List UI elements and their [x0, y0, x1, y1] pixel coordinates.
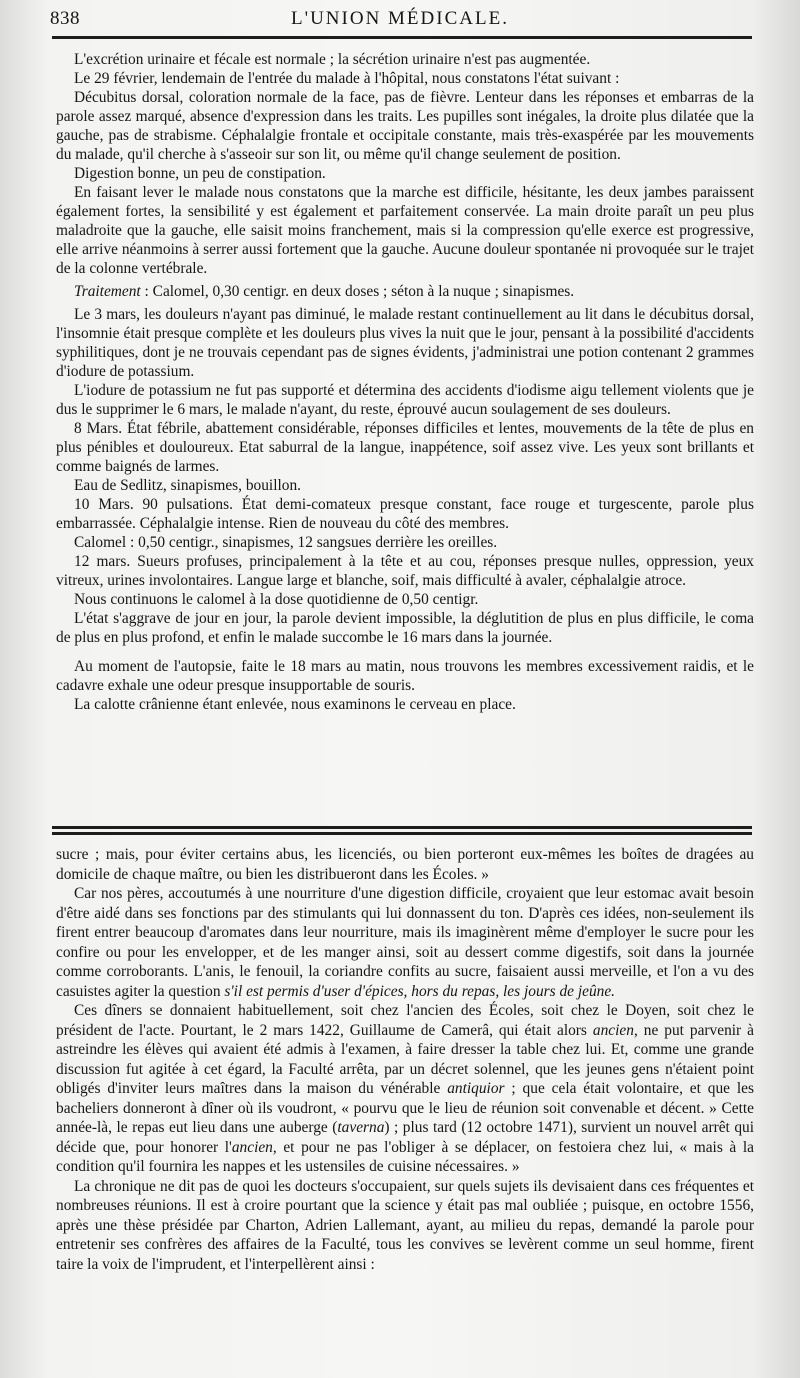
section-rule-lower [52, 832, 752, 835]
treatment-text: : Calomel, 0,30 centigr. en deux doses ; séton à la nuque ; sinapismes. [140, 283, 575, 300]
section-rule-upper [52, 826, 752, 829]
italic-run: ancien [592, 1021, 634, 1039]
italic-run: ancien [231, 1138, 273, 1156]
paragraph: Le 3 mars, les douleurs n'ayant pas diminué, le malade restant continuellement au lit dans le décubitus dorsal, l'insomnie était presque complète et les douleurs plus vives la nuit que le jour, pensant à la possibilité d'accidents syphilitiques, dont je ne trouvais cependant pas de signes évidents, j'administrai une potion contenant 2 grammes d'iodure de potassium. [56, 306, 754, 380]
paragraph: 8 Mars. État fébrile, abattement considérable, réponses difficiles et lentes, mouvements de la tête de plus en plus pénibles et douloureux. Etat saburral de la langue, inappétence, soif assez vive. Les yeux sont brillants et comme baignés de larmes. [56, 420, 754, 475]
feuilleton-history [56, 845, 754, 1274]
paragraph: sucre ; mais, pour éviter certains abus, les licenciés, ou bien porteront eux-mêmes les boîtes de dragées au domicile de chaque maître, ou bien les distribueront dans les Écoles. » [56, 846, 754, 883]
text-run: , et pour ne pas l'obliger à se déplacer, on festoiera chez lui, « mais à la condition qu'il fournira les nappes et les ustensiles de cuisine nécessaires. » [56, 1138, 754, 1175]
paragraph: L'excrétion urinaire et fécale est normale ; la sécrétion urinaire n'est pas augmentée. [74, 51, 591, 68]
paragraph: Au moment de l'autopsie, faite le 18 mars au matin, nous trouvons les membres excessivement raidis, et le cadavre exhale une odeur presque insupportable de souris. [56, 658, 754, 694]
text-run: ) ; plus tard (12 octobre 1471), survient un nouvel arrêt qui décide que, pour honorer l' [56, 1119, 754, 1156]
paragraph: En faisant lever le malade nous constatons que la marche est difficile, hésitante, les deux jambes paraissent également fortes, la sensibilité y est également et parfaitement conservée. La main droite paraît un peu plus maladroite que la gauche, elle saisit moins franchement, mais si la compression qu'elle exerce est progressive, elle arrive néanmoins à serrer aussi fortement que la gauche. Aucune douleur spontanée ni provoquée sur le trajet de la colonne vertébrale. [56, 184, 754, 277]
text-run: Car nos pères, accoutumés à une nourriture d'une digestion difficile, croyaient que leur estomac avait besoin d'être aidé dans ses fonctions par des stimulants qui lui donnassent du ton. D'après ces idées, non-seulement ils firent entrer beaucoup d'aromates dans leur nourriture, mais ils imaginèrent même d'employer le sucre pour les confire ou pour les envelopper, et de les manger ainsi, soit au dessert comme digestifs, soit dans la journée comme corroborants. L'anis, le fenouil, la coriandre confits au sucre, faisaient aussi merveille, et l'on a vu des casuistes agiter la question [56, 885, 754, 1000]
paragraph: Calomel : 0,50 centigr., sinapismes, 12 sangsues derrière les oreilles. [74, 534, 498, 551]
paragraph: Le 29 février, lendemain de l'entrée du malade à l'hôpital, nous constatons l'état suivant : [74, 70, 620, 87]
paragraph: La chronique ne dit pas de quoi les docteurs s'occupaient, sur quels sujets ils devisaient dans ces fréquentes et nombreuses réunions. Il est à croire pourtant que la science y était pas mal oubliée ; puisque, en octobre 1556, après une thèse présidée par Charton, Adrien Lallemant, ayant, au milieu du repas, demandé la parole pour entretenir ses confrères des affaires de la Faculté, tous les convives se levèrent comme un seul homme, firent taire la voix de l'imprudent, et l'interpellèrent ainsi : [56, 1177, 754, 1273]
page-number: 838 [50, 8, 80, 29]
text-run: , ne put parvenir à astreindre les élèves qui avaient été admis à l'examen, à faire dresser la table chez lui. Et, comme une grande discussion fut agitée à cet égard, la Faculté arrêta, par un décret solennel, que les jeunes gens n'étaient point obligés d'inviter leurs maîtres dans la maison du vénérable [56, 1021, 754, 1097]
paragraph [56, 1001, 754, 1177]
paragraph: 10 Mars. 90 pulsations. État demi-comateux presque constant, face rouge et turgescente, parole plus embarrassée. Céphalalgie intense. Rien de nouveau du côté des membres. [56, 496, 754, 532]
treatment-paragraph [56, 282, 754, 301]
text-run: Ces dîners se donnaient habituellement, soit chez l'ancien des Écoles, soit chez le Doyen, soit chez le président de l'acte. Pourtant, le 2 mars 1422, Guillaume de Camerâ, qui était alors [56, 1002, 754, 1039]
feuilleton-case-report [56, 50, 754, 714]
paragraph [56, 884, 754, 1001]
paragraph: L'iodure de potassium ne fut pas supporté et détermina des accidents d'iodisme aigu tellement violents que je dus le supprimer le 6 mars, le malade n'ayant, du reste, éprouvé aucun soulagement de ses douleurs. [56, 382, 754, 418]
paragraph: Décubitus dorsal, coloration normale de la face, pas de fièvre. Lenteur dans les réponses et embarras de la parole assez marqué, absence d'expression dans les traits. Les pupilles sont inégales, la droite plus dilatée que la gauche, pas de strabisme. Céphalalgie frontale et occipitale constante, mais très-exaspérée par les mouvements du malade, qu'il cherche à s'asseoir sur son lit, ou même qu'il change seulement de position. [56, 89, 754, 163]
paragraph: L'état s'aggrave de jour en jour, la parole devient impossible, la déglutition de plus en plus difficile, le coma de plus en plus profond, et enfin le malade succombe le 16 mars dans la journée. [56, 610, 754, 646]
paragraph: Digestion bonne, un peu de constipation. [74, 165, 326, 182]
treatment-label: Traitement [74, 283, 141, 300]
italic-run: s'il est permis d'user d'épices, hors du repas, les jours de jeûne. [224, 982, 616, 1000]
running-title: L'UNION MÉDICALE. [291, 8, 509, 29]
italic-run: antiquior [447, 1080, 505, 1097]
paragraph: Eau de Sedlitz, sinapismes, bouillon. [74, 477, 301, 494]
text-run: ; que cela était volontaire, et que les bacheliers donneront à dîner où ils voudront, « pourvu que le lieu de réunion soit convenable et décent. » Cette année-là, le repas eut lieu dans une auberge ( [56, 1080, 754, 1136]
paragraph: Nous continuons le calomel à la dose quotidienne de 0,50 centigr. [74, 591, 479, 608]
page-header [50, 6, 750, 32]
paragraph: 12 mars. Sueurs profuses, principalement à la tête et au cou, réponses presque nulles, oppression, yeux vitreux, urines involontaires. Langue large et blanche, soif, mais difficulté à avaler, céphalalgie atroce. [56, 553, 754, 589]
header-rule [52, 36, 752, 39]
paragraph: La calotte crânienne étant enlevée, nous examinons le cerveau en place. [74, 696, 516, 713]
italic-run: taverna [337, 1119, 385, 1136]
